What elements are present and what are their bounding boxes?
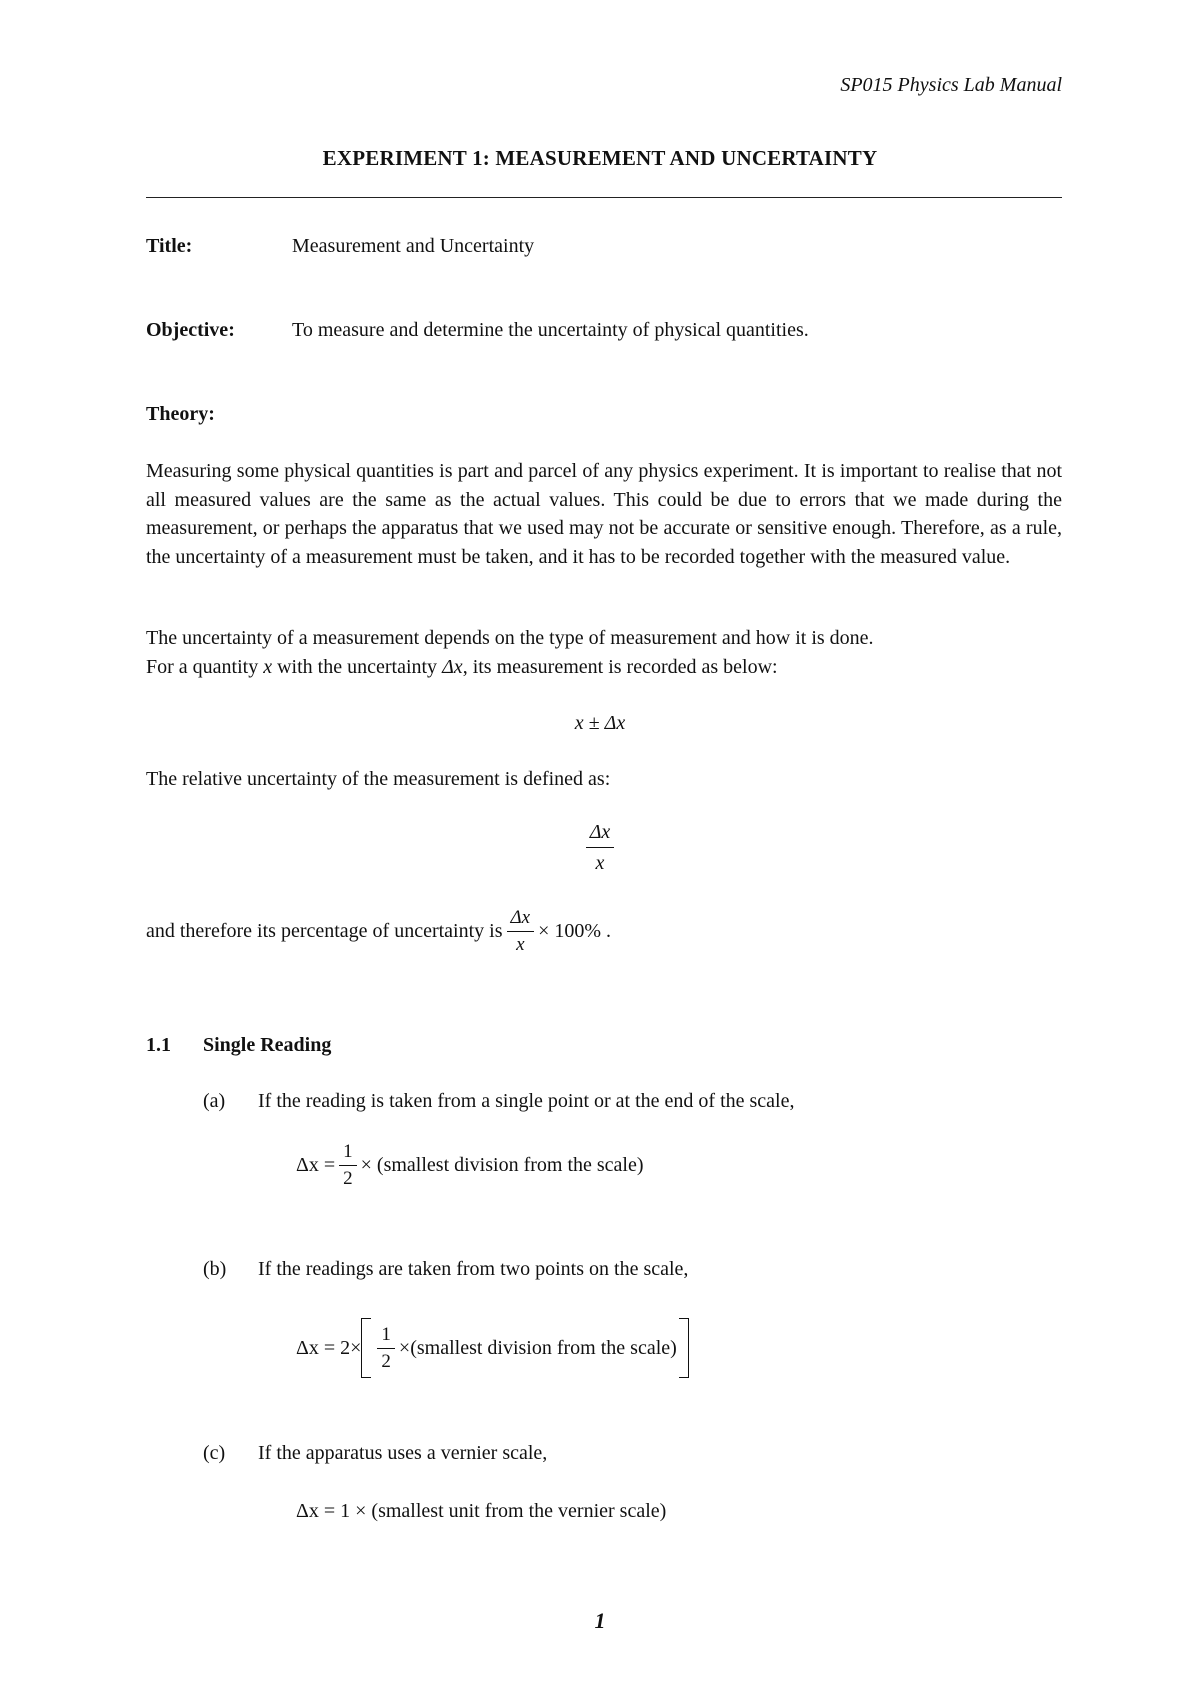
section-number: 1.1 (146, 1034, 171, 1056)
running-header: SP015 Physics Lab Manual (840, 74, 1062, 96)
theory-paragraph-1: Measuring some physical quantities is part and parcel of any physics experiment. It is important to realise that not all measured values are the same as the actual values. This could be due to errors that we made during the measurement, or perhaps the apparatus that we used may not be accurate or sensitive enough. Therefore, as a rule, the uncertainty of a measurement must be taken, and it has to be recorded together with the measured value. (146, 460, 1062, 568)
percentage-fraction-denominator: x (516, 934, 525, 955)
item-a-numerator: 1 (339, 1142, 357, 1166)
relative-uncertainty-fraction (0, 820, 1200, 875)
item-c-label: (c) (203, 1442, 226, 1464)
percentage-uncertainty-line (146, 908, 611, 955)
item-b-text: If the readings are taken from two points on the scale, (258, 1258, 689, 1280)
measurement-record-equation: x ± Δx (574, 712, 626, 734)
page-number: 1 (594, 1608, 606, 1633)
fraction-denominator: x (595, 852, 605, 874)
item-b-numerator: 1 (377, 1325, 395, 1349)
objective-label: Objective: (146, 319, 235, 341)
item-a-lhs: Δx = (296, 1154, 336, 1176)
percentage-tail: × 100% . (538, 920, 612, 942)
item-b-equation (296, 1318, 689, 1378)
right-bracket (679, 1318, 689, 1378)
item-b-rhs: ×(smallest division from the scale) (398, 1336, 677, 1359)
percentage-fraction (507, 908, 535, 955)
objective-value: To measure and determine the uncertainty of physical quantities. (292, 319, 809, 341)
item-a-label: (a) (203, 1090, 226, 1112)
title-value: Measurement and Uncertainty (292, 235, 535, 257)
title-label: Title: (146, 235, 193, 257)
relative-uncertainty-intro: The relative uncertainty of the measurement is defined as: (146, 768, 611, 790)
theory-paragraph-2 (146, 624, 1062, 681)
left-bracket (361, 1318, 371, 1378)
percentage-intro: and therefore its percentage of uncertainty is (146, 920, 503, 942)
item-a-rhs: × (smallest division from the scale) (360, 1154, 644, 1176)
item-b-fraction (377, 1325, 395, 1372)
fraction (586, 820, 615, 875)
experiment-title: EXPERIMENT 1: MEASUREMENT AND UNCERTAINTY (322, 146, 878, 170)
theory-paragraph-2-line-2: For a quantity x with the uncertainty Δx, its measurement is recorded as below: (146, 655, 778, 678)
theory-heading: Theory: (146, 403, 215, 425)
section-heading: Single Reading (203, 1034, 332, 1056)
fraction-numerator: Δx (586, 820, 615, 848)
item-a-denominator: 2 (343, 1168, 353, 1189)
item-b-lhs: Δx = 2× (296, 1336, 362, 1359)
item-b-label: (b) (203, 1258, 227, 1280)
item-b-denominator: 2 (381, 1350, 391, 1372)
title-divider (146, 197, 1062, 198)
item-a-fraction (339, 1142, 357, 1189)
percentage-fraction-numerator: Δx (507, 908, 535, 932)
item-a-equation (296, 1142, 644, 1189)
item-c-text: If the apparatus uses a vernier scale, (258, 1442, 548, 1464)
theory-paragraph-2-line-1: The uncertainty of a measurement depends on the type of measurement and how it is done. (146, 627, 874, 649)
item-a-text: If the reading is taken from a single point or at the end of the scale, (258, 1090, 795, 1112)
item-c-equation: Δx = 1 × (smallest unit from the vernier scale) (296, 1500, 667, 1522)
